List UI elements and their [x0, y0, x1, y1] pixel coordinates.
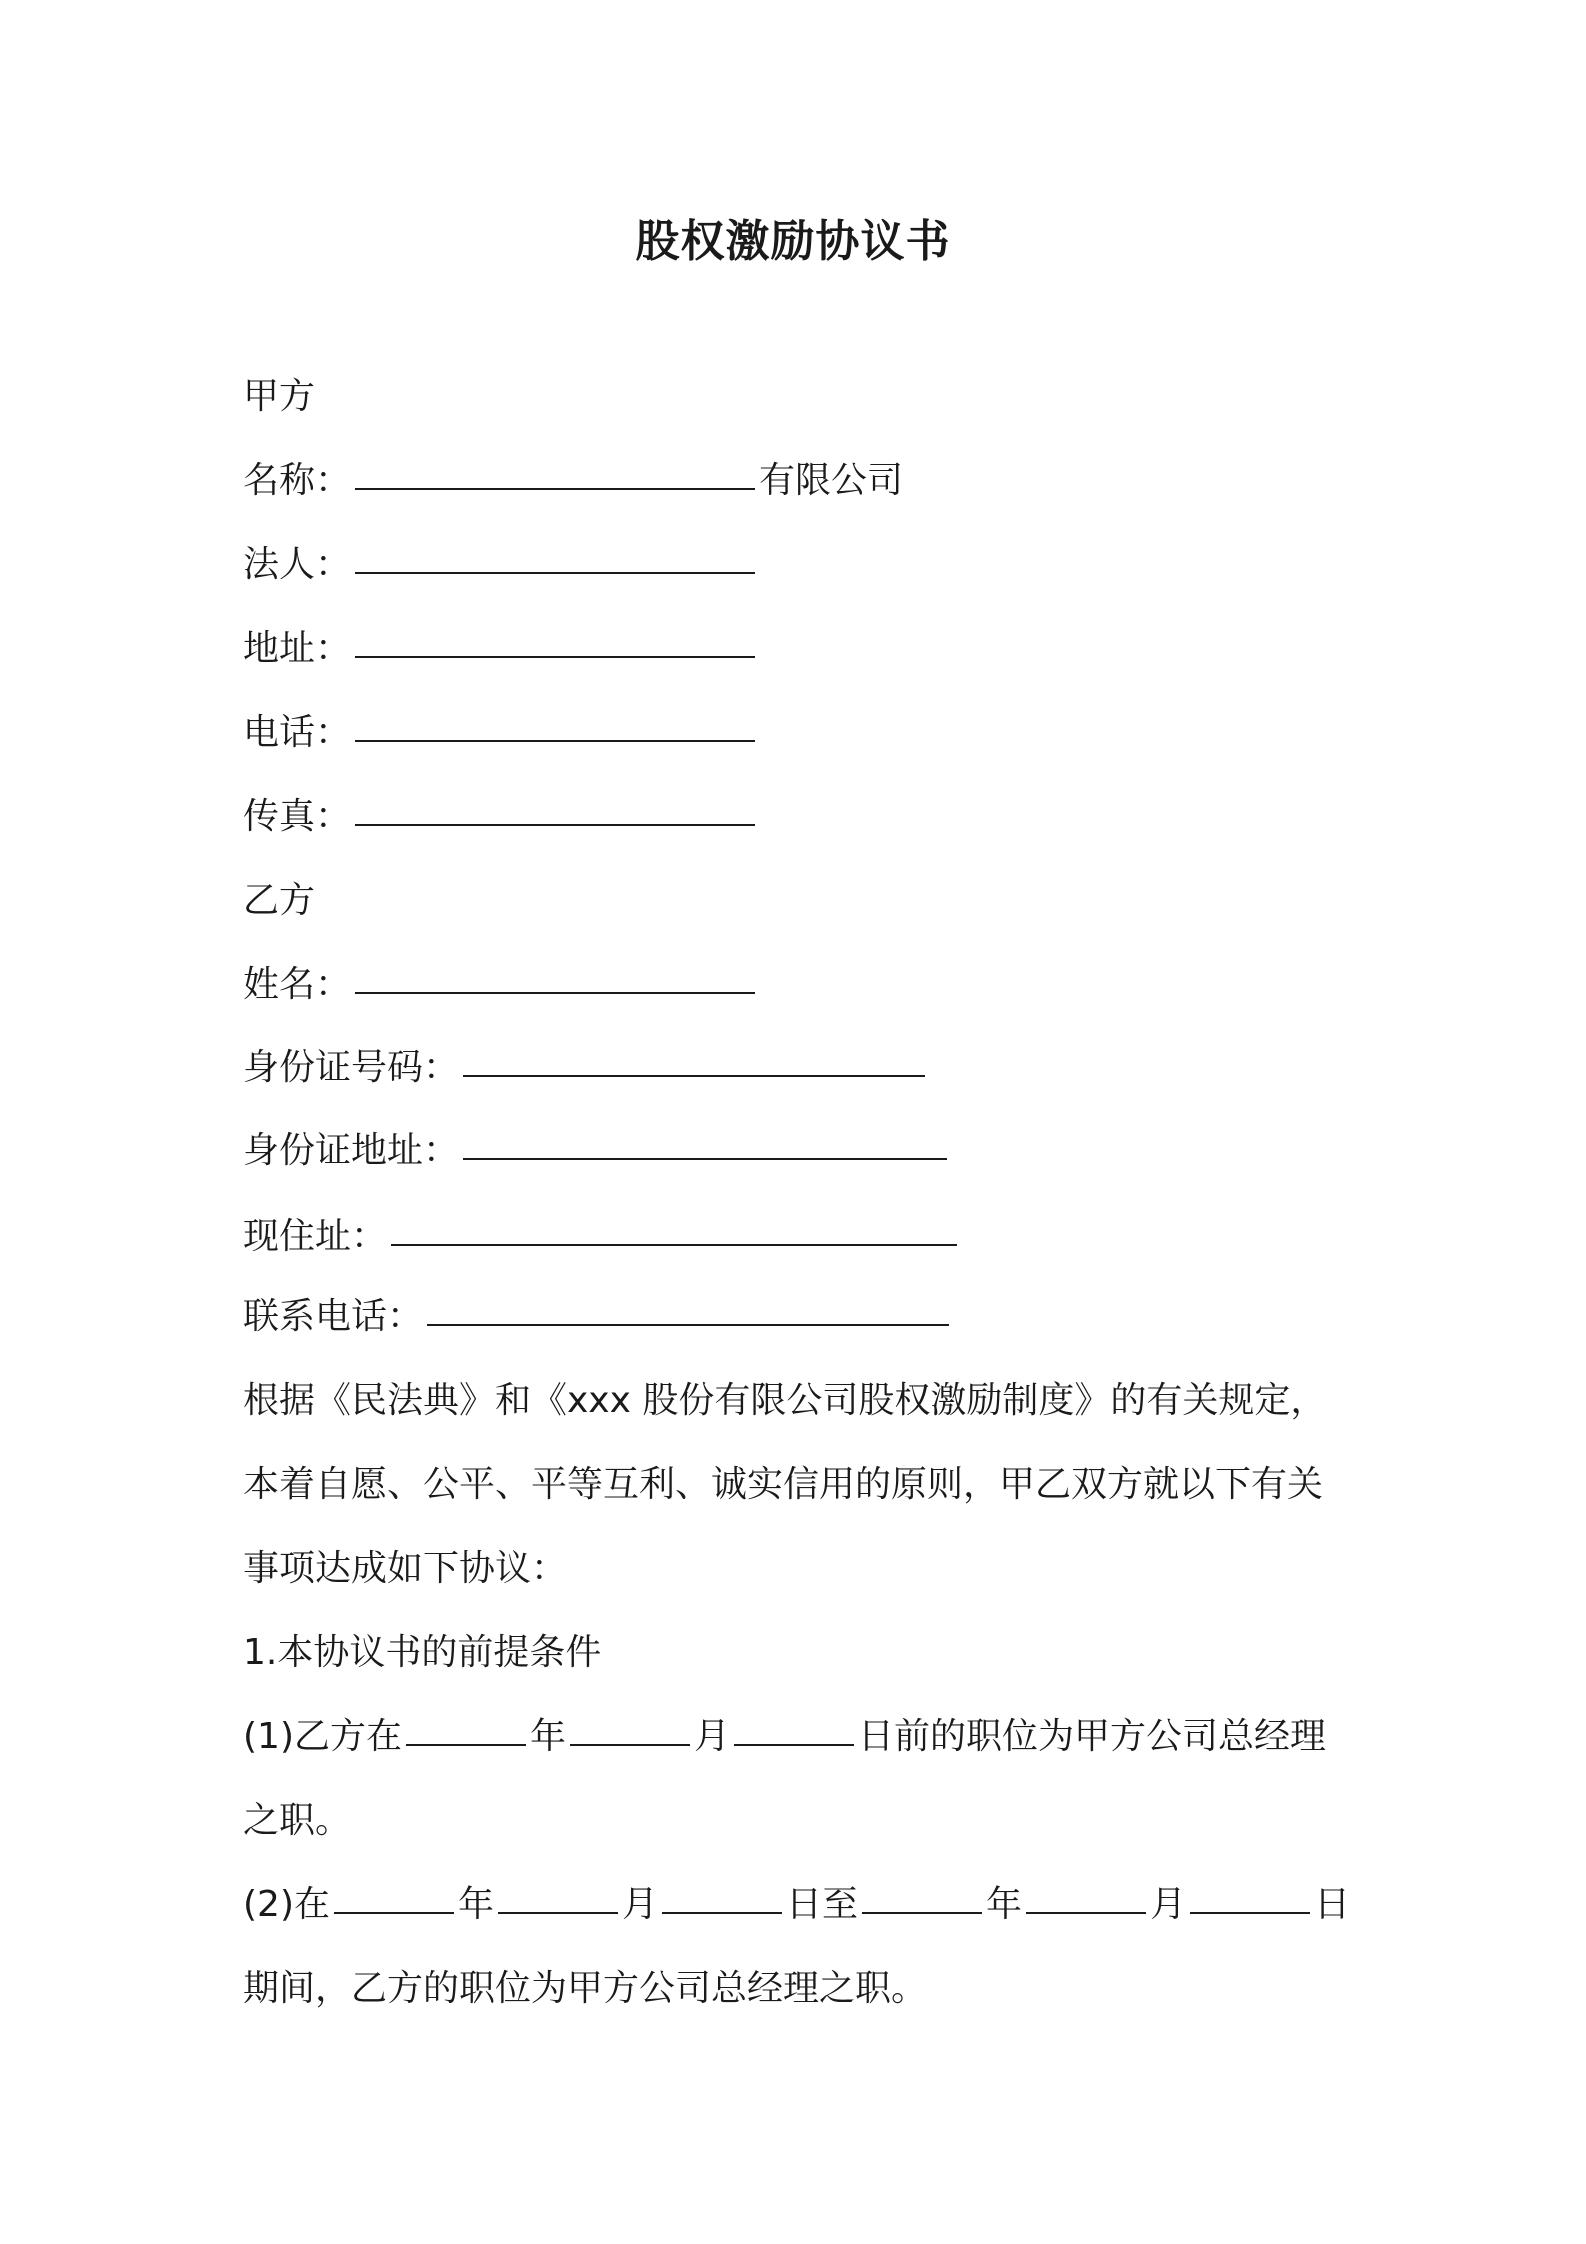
party-b-contact-phone-blank [427, 1290, 949, 1326]
item-2-day-end-label: 日 [1314, 1884, 1351, 1925]
item-2-month2-blank [1026, 1878, 1146, 1914]
party-a-phone-label: 电话： [243, 712, 352, 753]
party-b-id-number-line [243, 1043, 929, 1093]
item-2-month2-label: 月 [1150, 1884, 1187, 1925]
party-b-current-address-line [243, 1212, 961, 1262]
section-1-item-2 [243, 1880, 1350, 1930]
party-b-id-address-line [243, 1126, 951, 1176]
section-1-item-2-continuation: 期间，乙方的职位为甲方公司总经理之职。 [243, 1968, 928, 2009]
item-2-year1-blank [334, 1878, 454, 1914]
party-b-name-label: 姓名： [243, 964, 352, 1005]
party-b-id-address-blank [463, 1124, 947, 1160]
section-1-item-1-continuation: 之职。 [243, 1800, 352, 1841]
party-a-heading: 甲方 [243, 376, 316, 417]
party-a-name-blank [355, 454, 755, 490]
item-2-month1-blank [498, 1878, 618, 1914]
preamble-line-2: 本着自愿、公平、平等互利、诚实信用的原则，甲乙双方就以下有关 [243, 1464, 1324, 1505]
party-b-name-blank [355, 958, 755, 994]
party-a-address-line [243, 624, 759, 674]
item-2-day1-blank [662, 1878, 782, 1914]
party-a-phone-line [243, 708, 759, 758]
section-1-heading: 1.本协议书的前提条件 [243, 1632, 602, 1673]
party-a-address-blank [355, 622, 755, 658]
party-a-name-label: 名称： [243, 460, 352, 501]
item-2-day-to-label: 日至 [786, 1884, 859, 1925]
item-1-month-blank [570, 1710, 690, 1746]
item-2-year2-blank [862, 1878, 982, 1914]
party-a-legal-rep-line [243, 540, 759, 590]
item-2-day2-blank [1190, 1878, 1310, 1914]
item-1-prefix: (1)乙方在 [243, 1716, 402, 1757]
party-a-fax-label: 传真： [243, 796, 352, 837]
item-2-prefix: (2)在 [243, 1884, 330, 1925]
section-1-item-1 [243, 1712, 1326, 1762]
item-1-year-blank [406, 1710, 526, 1746]
party-a-fax-blank [355, 790, 755, 826]
item-1-suffix: 日前的职位为甲方公司总经理 [858, 1716, 1327, 1757]
item-1-month-label: 月 [694, 1716, 731, 1757]
party-a-legal-rep-label: 法人： [243, 544, 352, 585]
item-2-month1-label: 月 [622, 1884, 659, 1925]
party-b-contact-phone-line [243, 1292, 953, 1342]
item-2-year1-label: 年 [458, 1884, 495, 1925]
party-b-contact-phone-label: 联系电话： [243, 1296, 424, 1337]
party-a-phone-blank [355, 706, 755, 742]
preamble-line-1: 根据《民法典》和《xxx 股份有限公司股权激励制度》的有关规定， [243, 1380, 1327, 1421]
party-a-fax-line [243, 792, 759, 842]
party-a-name-line [243, 456, 903, 506]
item-2-year2-label: 年 [986, 1884, 1023, 1925]
item-1-year-label: 年 [530, 1716, 567, 1757]
party-b-id-number-blank [463, 1041, 925, 1077]
party-b-id-address-label: 身份证地址： [243, 1130, 460, 1171]
item-1-day-blank [734, 1710, 854, 1746]
preamble-line-3: 事项达成如下协议： [243, 1548, 568, 1589]
party-b-current-address-label: 现住址： [243, 1216, 388, 1257]
party-b-heading: 乙方 [243, 880, 316, 921]
party-b-id-number-label: 身份证号码： [243, 1047, 460, 1088]
party-a-legal-rep-blank [355, 538, 755, 574]
party-b-name-line [243, 960, 759, 1010]
document-title: 股权激励协议书 [635, 216, 951, 267]
party-b-current-address-blank [391, 1210, 957, 1246]
party-a-address-label: 地址： [243, 628, 352, 669]
party-a-name-suffix: 有限公司 [759, 460, 904, 501]
